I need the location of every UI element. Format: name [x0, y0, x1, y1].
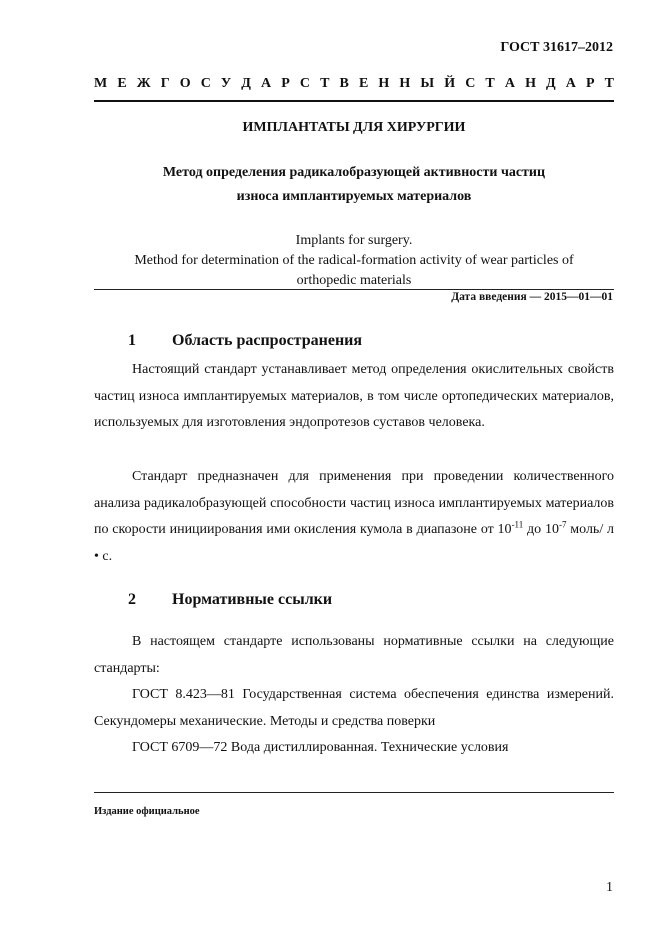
document-subtitle: [94, 161, 614, 209]
section-1-number: 1: [128, 332, 136, 349]
para2-end: моль/ л • с.: [94, 522, 615, 564]
subtitle-line-2: износа имплантируемых материалов: [236, 189, 472, 204]
english-title: [94, 231, 614, 291]
standard-type-banner: М Е Ж Г О С У Д А Р С Т В Е Н Н Ы Й С Т А Н Д А Р Т: [94, 76, 614, 91]
title-divider: [94, 289, 614, 290]
para2-mid: до 10: [523, 522, 559, 537]
page-number: 1: [606, 880, 613, 895]
edition-label: Издание официальное: [94, 806, 200, 817]
section-2-heading: [128, 591, 332, 609]
footer-divider: [94, 792, 614, 793]
reference-1: ГОСТ 8.423—81 Государственная система обеспечения единства измерений. Секундомеры механические. Методы и средства поверки: [94, 687, 614, 729]
reference-2: ГОСТ 6709—72 Вода дистиллированная. Технические условия: [132, 740, 509, 755]
english-title-line-1: Implants for surgery.: [295, 233, 413, 248]
para2-text: Стандарт предназначен для применения при проведении количественного анализа радикалобразующей способности частиц износа имплантируемых материалов по скорости инициирования ими окисления кумола в диапазоне от 10: [94, 469, 614, 537]
document-id: ГОСТ 31617–2012: [500, 40, 613, 55]
exponent-2: -7: [558, 519, 567, 530]
section-1-paragraph-1: Настоящий стандарт устанавливает метод определения окислительных свойств частиц износа имплантируемых материалов, в том числе ортопедических материалов, используемых для изготовления эндопротезов суставов человека.: [94, 362, 614, 430]
introduction-date: Дата введения — 2015—01—01: [451, 291, 613, 303]
section-2-number: 2: [128, 591, 136, 608]
section-1-title: Область распространения: [172, 332, 363, 349]
section-1-paragraph-2: [94, 464, 614, 570]
english-title-line-3: orthopedic materials: [296, 273, 412, 288]
section-2-intro: В настоящем стандарте использованы нормативные ссылки на следующие стандарты:: [94, 634, 614, 676]
header-divider: [94, 100, 614, 102]
document-title: ИМПЛАНТАТЫ ДЛЯ ХИРУРГИИ: [242, 120, 466, 135]
english-title-line-2: Method for determination of the radical-formation activity of wear particles of: [134, 253, 574, 268]
subtitle-line-1: Метод определения радикалобразующей активности частиц: [162, 165, 546, 180]
section-1-heading: [128, 332, 362, 350]
exponent-1: -11: [511, 519, 524, 530]
section-2-title: Нормативные ссылки: [172, 591, 333, 608]
